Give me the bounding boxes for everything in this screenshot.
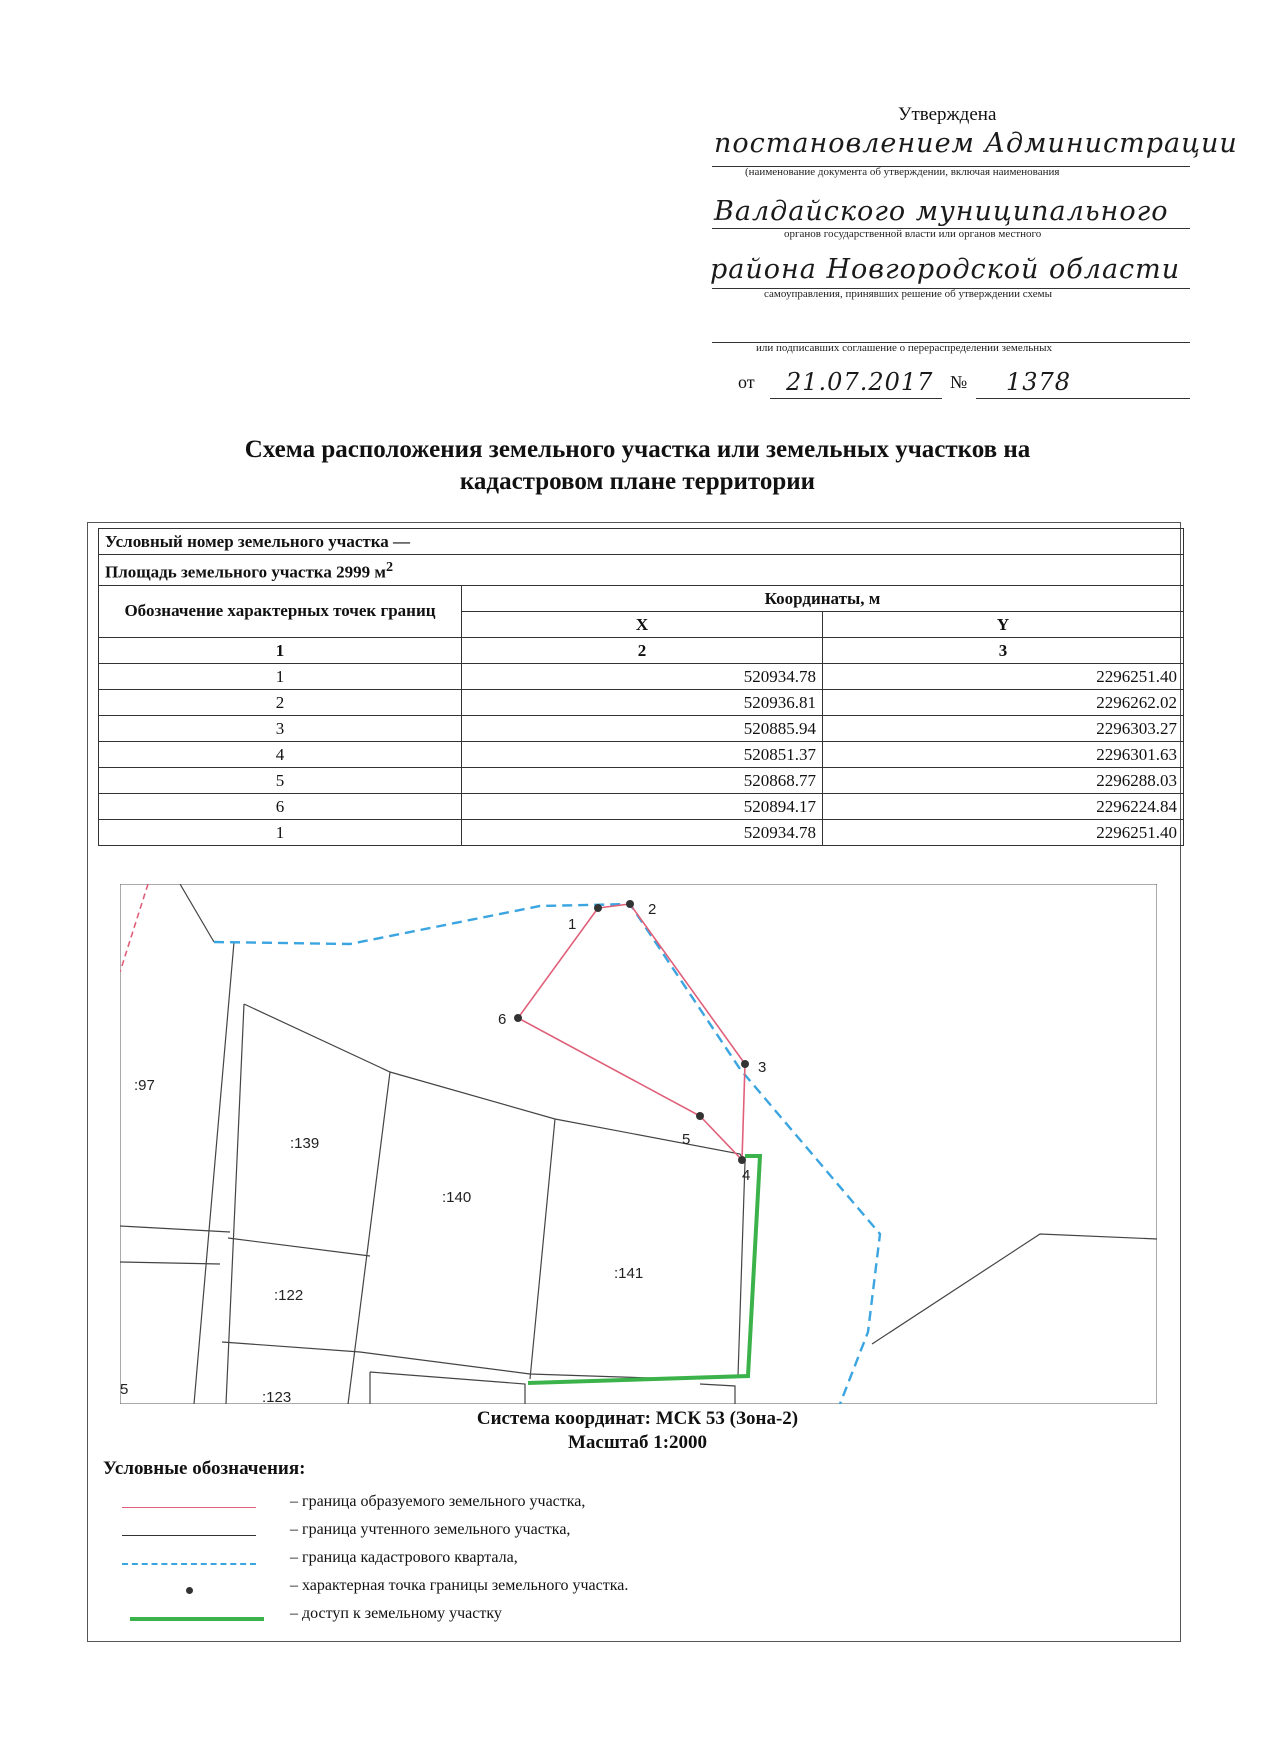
point-label-6: 6 [498,1011,507,1028]
header-num-3: 3 [823,637,1184,663]
y-cell: 2296288.03 [823,767,1184,793]
area-cell [99,555,1184,586]
point-cell: 3 [99,715,462,741]
legend-item-quarter-boundary: – граница кадастрового квартала, [290,1549,518,1566]
approval-note-3: самоуправления, принявших решение об утверждении схемы [764,288,1052,300]
header-num-1: 1 [99,637,462,663]
point-cell: 1 [99,819,462,845]
y-cell: 2296251.40 [823,819,1184,845]
map-scale: Масштаб 1:2000 [567,1432,708,1453]
conditional-number: Условный номер земельного участка — [105,532,411,551]
legend-swatch-point [186,1587,193,1594]
approval-handwritten-line-2: Валдайского муниципального [714,196,1169,227]
point-cell: 2 [99,689,462,715]
parcel-label-97: :97 [134,1077,155,1094]
point-6-marker [514,1014,522,1022]
area-sup: 2 [385,559,394,575]
legend-swatch-quarter-boundary [122,1563,256,1565]
table-row [99,793,1184,819]
table-row [99,819,1184,845]
point-label-2: 2 [648,901,657,918]
point-1-marker [594,904,602,912]
approval-note-1: (наименование документа об утверждении, включая наименования [745,166,1060,178]
point-3-marker [741,1060,749,1068]
point-cell: 5 [99,767,462,793]
approved-label: Утверждена [898,104,997,125]
parcel-label-122: :122 [274,1287,304,1304]
legend-item-point: – характерная точка границы земельного участка. [290,1577,629,1594]
table-row [99,767,1184,793]
point-4-marker [738,1156,746,1164]
legend-item-registered-boundary: – граница учтенного земельного участка, [290,1521,571,1538]
header-x: X [462,611,823,637]
table-row [99,689,1184,715]
x-cell: 520868.77 [462,767,823,793]
x-cell: 520936.81 [462,689,823,715]
point-5-marker [696,1112,704,1120]
y-cell: 2296262.02 [823,689,1184,715]
point-cell: 6 [99,793,462,819]
header-points: Обозначение характерных точек границ [99,585,462,637]
header-num-2: 2 [462,637,823,663]
approval-handwritten-line-1: постановлением Администрации [714,128,1238,159]
table-row [99,741,1184,767]
parcel-label-139: :139 [290,1135,320,1152]
legend-swatch-access [130,1617,264,1621]
legend-title: Условные обозначения: [103,1458,306,1479]
y-cell: 2296301.63 [823,741,1184,767]
conditional-number-cell [99,529,1184,555]
header-coords: Координаты, м [462,585,1184,611]
area-label: Площадь земельного участка 2999 м [105,562,386,582]
coordinate-system: Система координат: МСК 53 (Зона-2) [476,1408,799,1429]
approval-note-4: или подписавших соглашение о перераспределении земельных [756,342,1053,354]
coordinate-rows [99,663,1184,845]
header-y: Y [823,611,1184,637]
table-row [99,663,1184,689]
point-2-marker [626,900,634,908]
parcel-label-123: :123 [262,1389,292,1404]
map-border [120,884,1157,1404]
x-cell: 520885.94 [462,715,823,741]
x-cell: 520934.78 [462,819,823,845]
legend-item-access: – доступ к земельному участку [290,1605,502,1622]
cadastral-map [120,884,1157,1404]
point-label-4: 4 [742,1167,751,1184]
parcel-label-140: :140 [442,1189,472,1206]
point-label-5: 5 [682,1131,691,1148]
document-title-line-2: кадастровом плане территории [459,468,816,495]
legend-swatch-registered-boundary [122,1535,256,1536]
point-cell: 4 [99,741,462,767]
number-value: 1378 [1006,368,1072,396]
coordinates-table [98,528,1184,846]
point-label-3: 3 [758,1059,767,1076]
table-row [99,715,1184,741]
legend-item-new-boundary: – граница образуемого земельного участка, [290,1493,586,1510]
date-underline [770,398,942,399]
document-title-line-1: Схема расположения земельного участка или земельных участков на [244,436,1031,463]
x-cell: 520894.17 [462,793,823,819]
y-cell: 2296251.40 [823,663,1184,689]
y-cell: 2296224.84 [823,793,1184,819]
x-cell: 520934.78 [462,663,823,689]
approval-note-2: органов государственной власти или органов местного [784,228,1042,240]
legend-swatch-new-boundary [122,1507,256,1508]
parcel-label-141: :141 [614,1265,644,1282]
x-cell: 520851.37 [462,741,823,767]
date-prefix: от [738,372,755,392]
y-cell: 2296303.27 [823,715,1184,741]
point-cell: 1 [99,663,462,689]
number-prefix: № [950,372,968,392]
number-underline [976,398,1190,399]
approval-handwritten-line-3: района Новгородской области [710,254,1181,285]
date-value: 21.07.2017 [786,368,934,396]
parcel-label-5: 5 [120,1381,129,1398]
point-label-1: 1 [568,916,577,933]
